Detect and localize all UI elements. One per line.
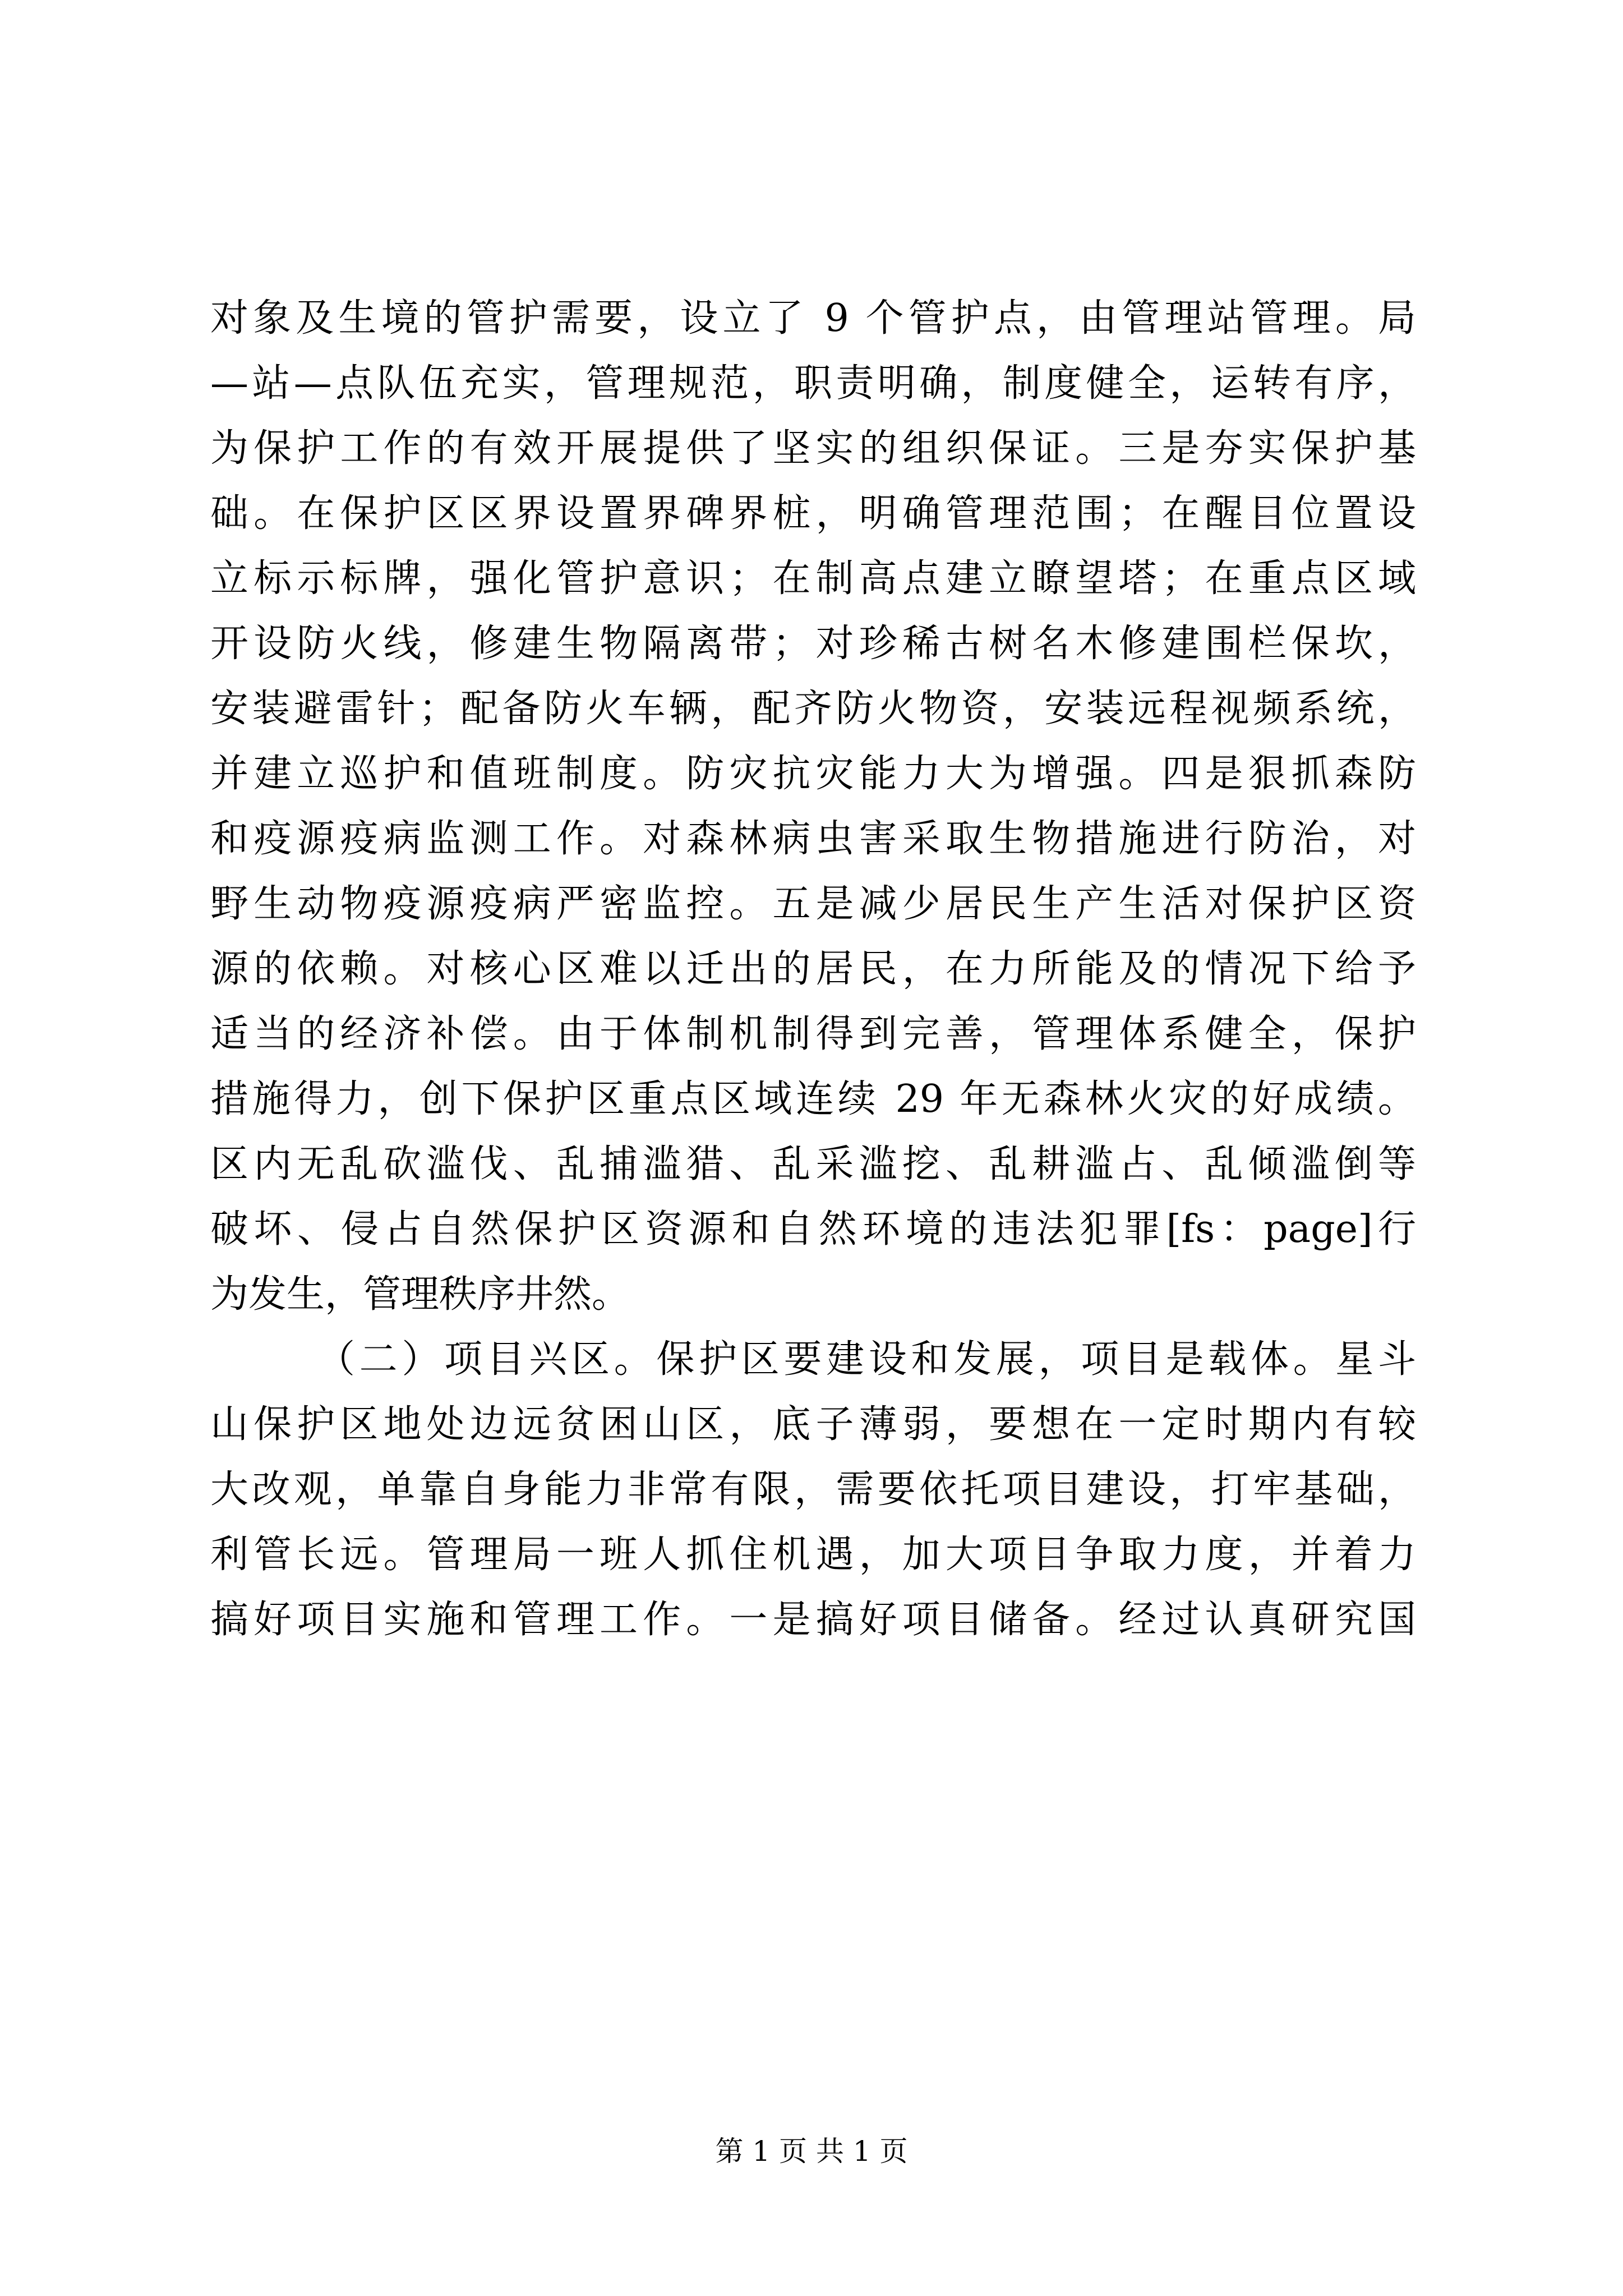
text-line: —站—点队伍充实，管理规范，职责明确，制度健全，运转有序， <box>210 361 1416 406</box>
text-line: 大改观，单靠自身能力非常有限，需要依托项目建设，打牢基础， <box>210 1467 1416 1512</box>
text-line: 山保护区地处边远贫困山区，底子薄弱，要想在一定时期内有较 <box>210 1402 1416 1447</box>
text-line: 区内无乱砍滥伐、乱捕滥猎、乱采滥挖、乱耕滥占、乱倾滥倒等 <box>210 1142 1416 1186</box>
body-text <box>210 286 1416 1653</box>
text-line: 破坏、侵占自然保护区资源和自然环境的违法犯罪[fs：page]行 <box>210 1207 1416 1251</box>
paragraph-first-line: （二）项目兴区。保护区要建设和发展，项目是载体。星斗 <box>317 1337 1416 1382</box>
text-line: 野生动物疫源疫病严密监控。五是减少居民生产生活对保护区资 <box>210 882 1416 926</box>
text-line: 措施得力，创下保护区重点区域连续 29 年无森林火灾的好成绩。 <box>210 1077 1416 1121</box>
text-line: 安装避雷针；配备防火车辆，配齐防火物资，安装远程视频系统， <box>210 687 1416 731</box>
text-line: 对象及生境的管护需要，设立了 9 个管护点，由管理站管理。局 <box>210 296 1416 341</box>
text-line: 为发生，管理秩序井然。 <box>210 1272 630 1317</box>
text-line: 适当的经济补偿。由于体制机制得到完善，管理体系健全，保护 <box>210 1012 1416 1056</box>
text-line: 源的依赖。对核心区难以迁出的居民，在力所能及的情况下给予 <box>210 947 1416 991</box>
text-line: 立标示标牌，强化管护意识；在制高点建立瞭望塔；在重点区域 <box>210 556 1416 601</box>
text-line: 搞好项目实施和管理工作。一是搞好项目储备。经过认真研究国 <box>210 1598 1416 1642</box>
text-line: 为保护工作的有效开展提供了坚实的组织保证。三是夯实保护基 <box>210 426 1416 471</box>
text-line: 利管长远。管理局一班人抓住机遇，加大项目争取力度，并着力 <box>210 1533 1416 1577</box>
text-line: 础。在保护区区界设置界碑界桩，明确管理范围；在醒目位置设 <box>210 491 1416 536</box>
page-number-footer: 第 1 页 共 1 页 <box>715 2135 908 2168</box>
text-line: 开设防火线，修建生物隔离带；对珍稀古树名木修建围栏保坎， <box>210 622 1416 666</box>
text-line: 并建立巡护和值班制度。防灾抗灾能力大为增强。四是狠抓森防 <box>210 752 1416 796</box>
text-line: 和疫源疫病监测工作。对森林病虫害采取生物措施进行防治，对 <box>210 817 1416 861</box>
